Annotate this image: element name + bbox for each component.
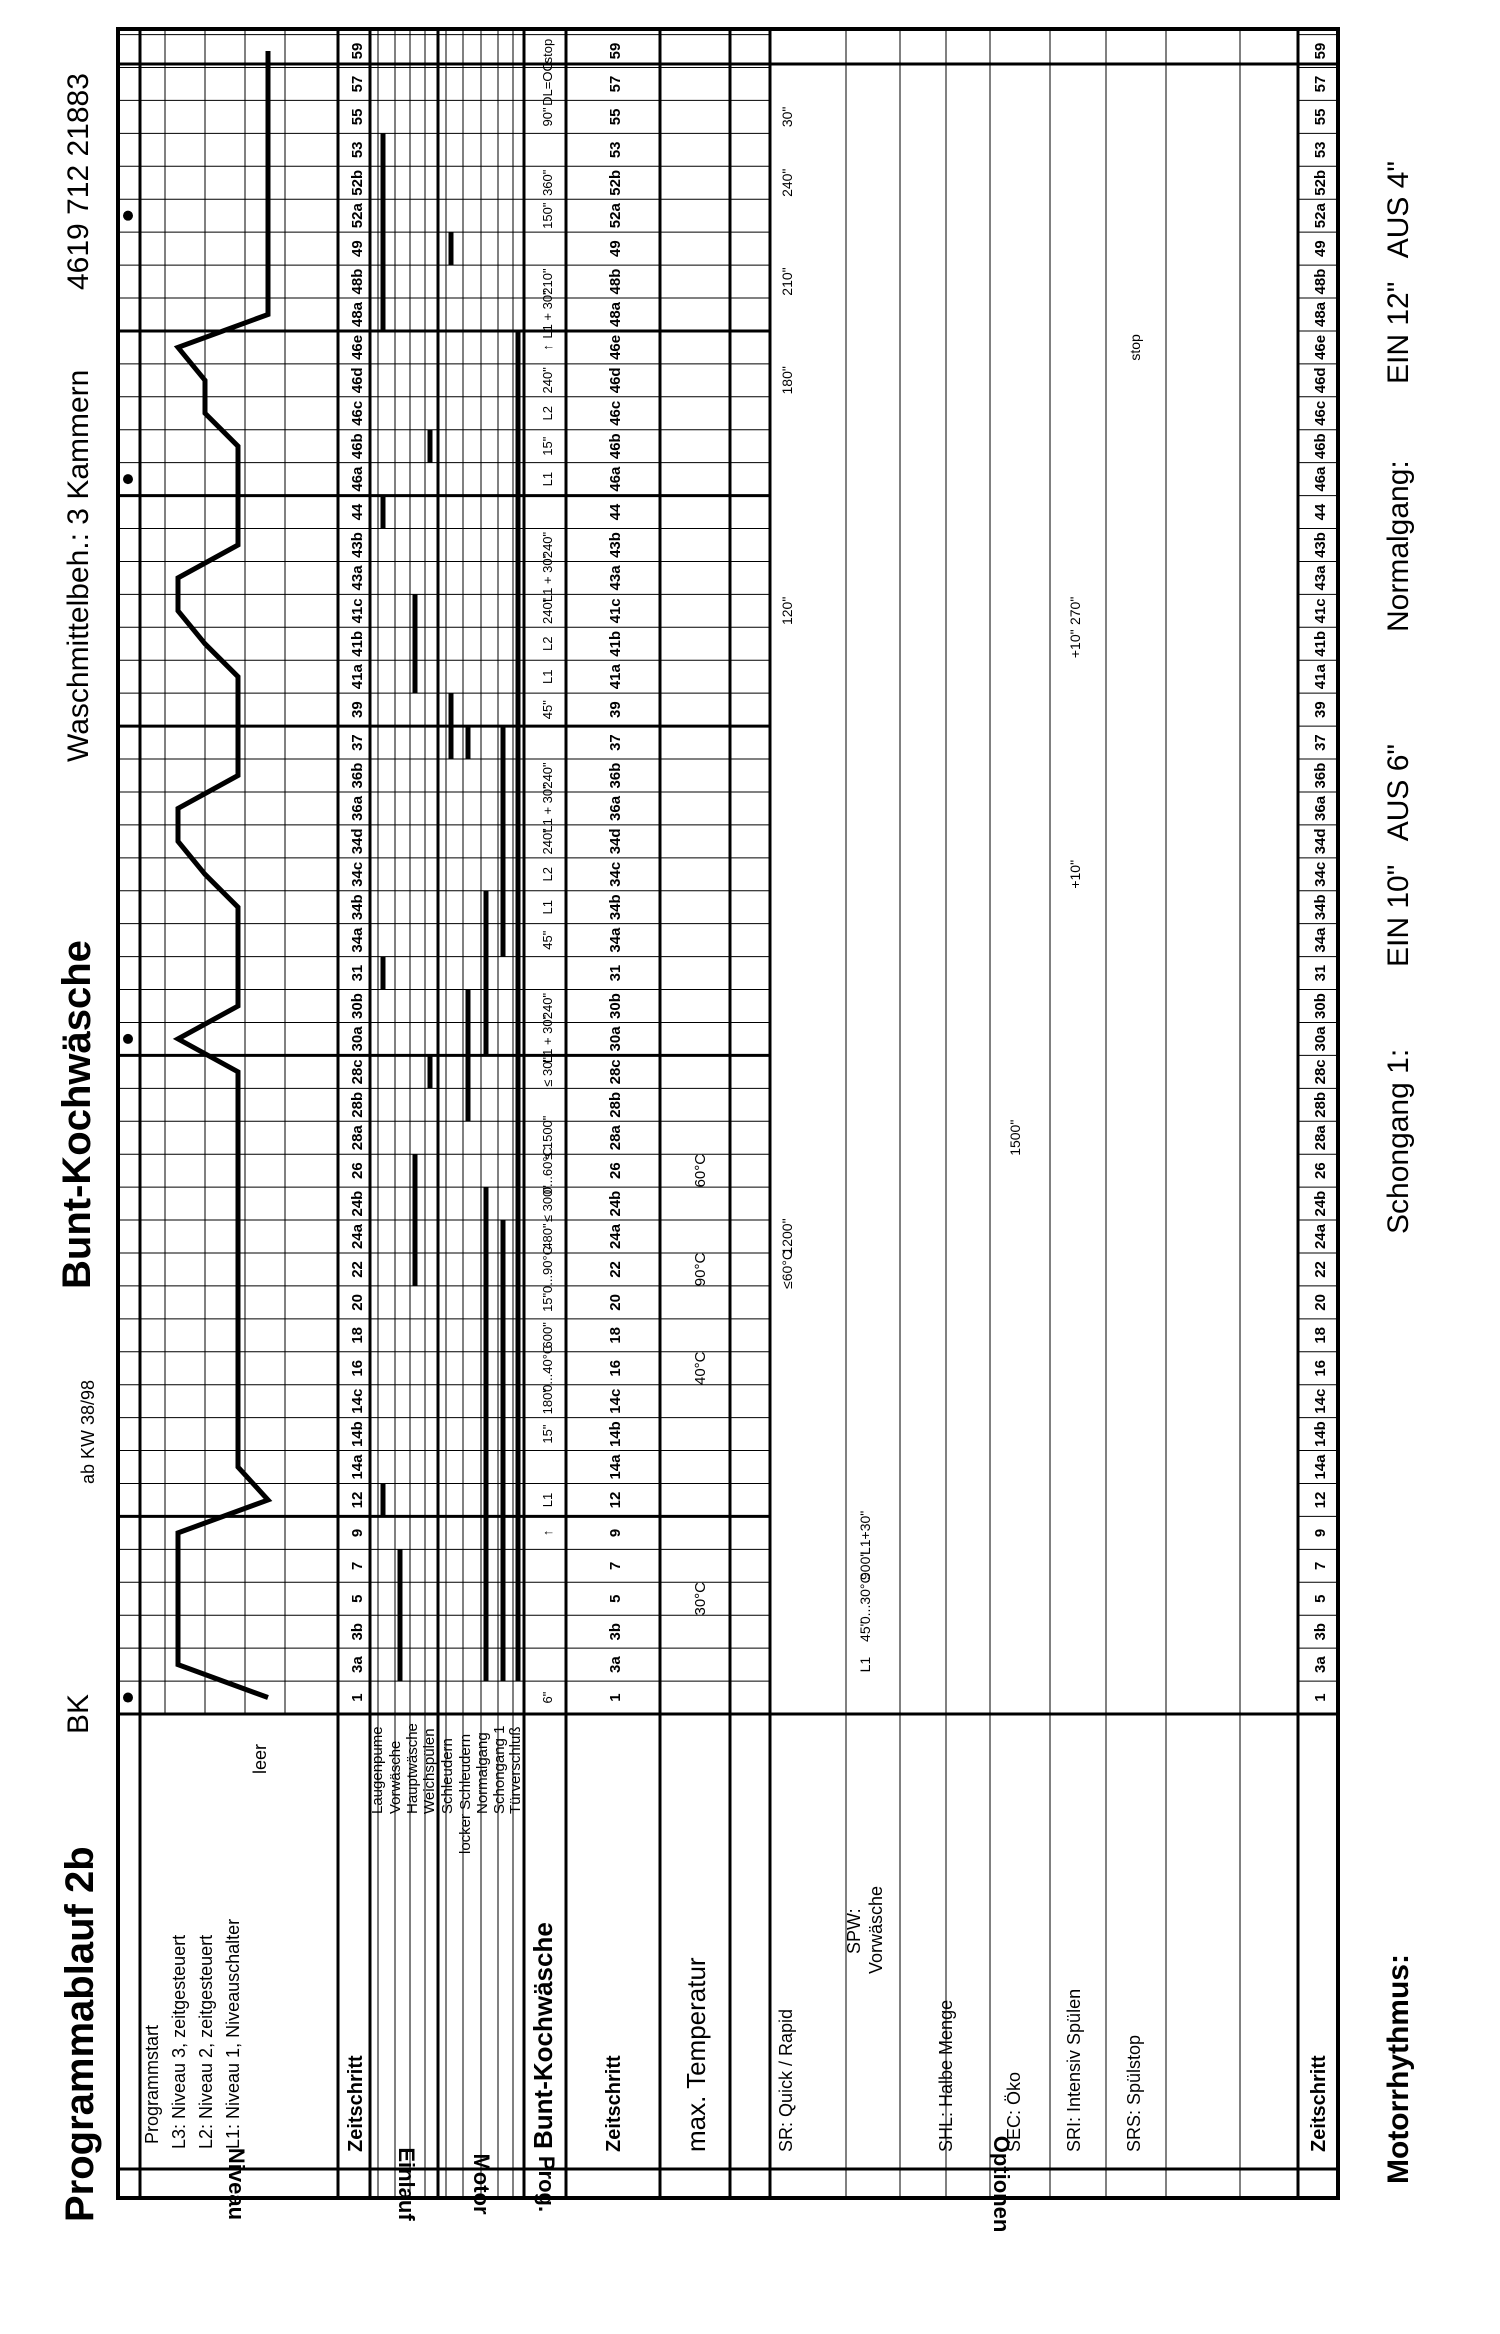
step-number: 44: [1312, 503, 1329, 521]
step-number: 30b: [607, 993, 624, 1019]
step-number: 46b: [349, 433, 366, 460]
prog-time: 15": [540, 436, 555, 456]
spw-label: SPW:: [844, 1908, 864, 1954]
step-number: 5: [1312, 1594, 1329, 1603]
program-name: Bunt-Kochwäsche: [55, 940, 99, 1289]
max-temp-value: 30°C: [692, 1581, 709, 1616]
step-number: 46b: [607, 433, 624, 460]
step-number: 41c: [607, 598, 624, 624]
step-number: 12: [1312, 1491, 1329, 1509]
outer-frame: [118, 29, 1338, 2198]
step-number: 36a: [607, 795, 624, 821]
niveau-l3-label: L3: Niveau 3, zeitgesteuert: [169, 1934, 189, 2149]
start-marker: [123, 1034, 133, 1044]
step-number: 26: [1312, 1162, 1329, 1179]
step-number: 57: [1312, 75, 1329, 93]
kw-label: ab KW 38/98: [78, 1379, 98, 1484]
step-number: 52b: [607, 169, 624, 196]
page-title: Programmablauf 2b: [58, 1846, 102, 2222]
step-number: 59: [607, 42, 624, 60]
niveau-l2-label: L2: Niveau 2, zeitgesteuert: [196, 1934, 216, 2149]
step-number: 39: [607, 701, 624, 718]
section-label-optionen: Optionen: [989, 2135, 1015, 2233]
step-number: 14b: [1312, 1421, 1329, 1448]
step-number: 39: [349, 701, 366, 718]
step-number: 28c: [349, 1059, 366, 1085]
prog-time: 240": [540, 992, 555, 1020]
step-number: 46e: [349, 334, 366, 360]
step-number: 28c: [607, 1059, 624, 1085]
step-number: 24b: [607, 1190, 624, 1217]
step-number: 48b: [607, 268, 624, 295]
prog-time: 0...90°C: [540, 1245, 555, 1294]
step-number: 41b: [1312, 630, 1329, 657]
zeitschritt-label-3: Zeitschritt: [1308, 2055, 1330, 2152]
step-number: 14a: [1312, 1454, 1329, 1480]
prog-time: L1: [540, 471, 555, 487]
step-number: 34b: [607, 894, 624, 921]
step-number: 52b: [1312, 169, 1329, 196]
step-number: 46d: [349, 367, 366, 394]
step-number: 55: [349, 108, 366, 126]
step-number: 31: [349, 964, 366, 982]
prog-time: ↑: [540, 1529, 555, 1537]
prog-time: L1 + 30": [540, 1014, 555, 1064]
step-number: 14a: [349, 1454, 366, 1480]
option-value: L1+30": [857, 1510, 873, 1556]
spw-sub-label: Vorwäsche: [866, 1885, 886, 1974]
step-number: 48b: [1312, 268, 1329, 295]
option-value: stop: [1127, 334, 1143, 361]
section-label-prog: Prog.: [534, 2155, 560, 2213]
step-number: 49: [1312, 240, 1329, 257]
prog-time: L2: [540, 636, 555, 652]
section-label-einlauf: Einlauf: [394, 2147, 420, 2221]
step-number: 48a: [349, 301, 366, 327]
prog-time: L2: [540, 867, 555, 882]
srs-label: SRS: Spülstop: [1124, 2034, 1144, 2152]
step-number: 30a: [349, 1026, 366, 1052]
option-value: 1200": [779, 1218, 795, 1255]
step-number: 3a: [349, 1656, 366, 1673]
maxtemp-label: max. Temperatur: [681, 1957, 711, 2152]
step-number: 46c: [1312, 400, 1329, 426]
step-number: 46d: [607, 367, 624, 394]
step-number: 24b: [1312, 1190, 1329, 1217]
prog-time: 600": [540, 1322, 555, 1349]
sr-label: SR: Quick / Rapid: [776, 2008, 796, 2152]
step-number: 20: [1312, 1294, 1329, 1311]
step-number: 34a: [1312, 927, 1329, 953]
prog-time: 90": [540, 107, 555, 127]
step-number: 7: [607, 1561, 624, 1570]
prog-time: 180": [540, 1388, 555, 1415]
step-number: 28a: [607, 1125, 624, 1151]
step-number: 39: [1312, 701, 1329, 718]
normalgang-value: EIN 12" AUS 4": [1382, 160, 1415, 384]
prog-time: L1 + 30": [540, 290, 555, 339]
option-value: ≤60°C: [779, 1249, 795, 1289]
step-number: 30b: [349, 993, 366, 1019]
step-number: 22: [607, 1261, 624, 1278]
start-marker: [123, 1693, 133, 1703]
step-number: 20: [349, 1294, 366, 1311]
step-number: 18: [349, 1326, 366, 1344]
step-number: 52a: [349, 203, 366, 229]
step-number: 46e: [607, 334, 624, 360]
prog-time: ↑: [540, 344, 555, 351]
prog-time: stop: [540, 38, 555, 64]
prog-name-label: Bunt-Kochwäsche: [528, 1922, 558, 2149]
step-number: 55: [607, 108, 624, 126]
prog-time: 150": [540, 202, 555, 229]
niveau-leer-label: leer: [250, 1743, 270, 1774]
chamber-info: Waschmittelbeh.: 3 Kammern: [62, 369, 95, 762]
step-number: 14c: [607, 1388, 624, 1414]
option-value: 1500": [1007, 1119, 1023, 1156]
step-number: 43a: [349, 565, 366, 591]
prog-time: 240": [540, 367, 555, 394]
start-marker: [123, 474, 133, 484]
option-value: +10": [1067, 629, 1083, 659]
option-value: 270": [1067, 596, 1083, 626]
step-number: 46a: [1312, 466, 1329, 492]
step-number: 7: [349, 1561, 366, 1570]
option-value: 0...30°C: [857, 1573, 873, 1625]
niveau-l1-label: L1: Niveau 1, Niveauschalter: [223, 1918, 243, 2149]
step-number: 16: [349, 1359, 366, 1377]
step-number: 22: [1312, 1261, 1329, 1278]
step-number: 44: [607, 503, 624, 521]
step-number: 9: [1312, 1528, 1329, 1538]
option-value: 900": [857, 1551, 873, 1580]
step-number: 34c: [349, 861, 366, 887]
step-number: 18: [607, 1326, 624, 1344]
step-number: 7: [1312, 1561, 1329, 1570]
step-number: 59: [1312, 42, 1329, 60]
laugenpumpe-label: Laugenpume: [369, 1726, 386, 1814]
step-number: 37: [607, 734, 624, 751]
step-number: 53: [1312, 141, 1329, 159]
prog-time: L2: [540, 406, 555, 421]
step-number: 16: [607, 1359, 624, 1377]
step-number: 24b: [349, 1190, 366, 1217]
step-number: 28b: [349, 1091, 366, 1118]
step-number: 30a: [607, 1026, 624, 1052]
step-number: 16: [1312, 1359, 1329, 1377]
step-number: 24a: [1312, 1223, 1329, 1250]
step-number: 1: [1312, 1693, 1329, 1702]
option-value: 210": [779, 267, 795, 296]
step-number: 57: [607, 75, 624, 93]
step-number: 28c: [1312, 1059, 1329, 1085]
schongang-label: Schongang 1:: [1382, 1048, 1415, 1234]
step-number: 31: [1312, 964, 1329, 982]
step-number: 36b: [1312, 762, 1329, 789]
step-number: 43a: [1312, 565, 1329, 591]
step-number: 46a: [607, 466, 624, 492]
shl-label: SHL: Halbe Menge: [936, 1999, 956, 2152]
prog-time: L1 + 30": [540, 553, 555, 603]
prog-time: 240": [540, 531, 555, 559]
step-number: 18: [1312, 1326, 1329, 1344]
prog-time: 15": [540, 1292, 555, 1312]
step-number: 9: [607, 1528, 624, 1538]
step-number: 36b: [607, 762, 624, 789]
step-number: 9: [349, 1528, 366, 1538]
prog-time: 45": [540, 930, 555, 950]
step-number: 34c: [1312, 861, 1329, 887]
schongang-value: EIN 10" AUS 6": [1382, 743, 1415, 967]
step-number: 36a: [1312, 795, 1329, 821]
vorwaesche-label: Vorwäsche: [387, 1740, 404, 1814]
step-number: 46c: [349, 400, 366, 426]
motor-rhythm-label: Motorrhythmus:: [1382, 1954, 1415, 2184]
step-number: 31: [607, 964, 624, 982]
step-number: 52a: [607, 203, 624, 229]
prog-time: ≤ 30": [540, 1056, 555, 1087]
step-number: 52b: [349, 169, 366, 196]
prog-time: 240": [540, 597, 555, 625]
step-number: 34d: [607, 828, 624, 855]
step-number: 41c: [1312, 598, 1329, 624]
prog-time: 6": [540, 1691, 555, 1704]
step-number: 57: [349, 75, 366, 93]
prog-time: 0...40°C: [540, 1344, 555, 1392]
step-number: 3b: [349, 1622, 366, 1641]
normalgang-label: Normalgang: [474, 1732, 491, 1814]
weichspuelen-label: Weichspülen: [421, 1728, 438, 1814]
step-number: 14b: [349, 1421, 366, 1448]
step-number: 41a: [349, 664, 366, 690]
max-temp-value: 90°C: [692, 1252, 709, 1287]
step-number: 43a: [607, 565, 624, 591]
step-number: 28b: [1312, 1091, 1329, 1118]
step-number: 14b: [607, 1421, 624, 1448]
prog-time: 240": [540, 828, 555, 855]
step-number: 46d: [1312, 367, 1329, 394]
step-number: 28a: [1312, 1125, 1329, 1151]
prog-time: 210": [540, 268, 555, 295]
step-number: 53: [349, 141, 366, 159]
step-number: 3b: [607, 1622, 624, 1641]
step-number: 41a: [607, 664, 624, 690]
program-code: BK: [62, 1693, 95, 1734]
step-number: 24a: [349, 1223, 366, 1250]
step-number: 5: [607, 1594, 624, 1603]
step-number: 46e: [1312, 334, 1329, 360]
zeitschritt-label-2: Zeitschritt: [603, 2055, 625, 2152]
max-temp-value: 40°C: [692, 1351, 709, 1385]
option-value: L1: [857, 1656, 873, 1673]
part-number: 4619 712 21883: [62, 73, 95, 290]
step-number: 43b: [607, 532, 624, 558]
step-number: 12: [349, 1491, 366, 1509]
step-number: 49: [607, 240, 624, 257]
option-value: 180": [779, 366, 795, 395]
step-number: 41b: [349, 630, 366, 657]
step-number: 36a: [349, 795, 366, 821]
step-number: 20: [607, 1294, 624, 1311]
step-number: 48a: [1312, 301, 1329, 327]
step-number: 1: [349, 1693, 366, 1702]
step-number: 41a: [1312, 664, 1329, 690]
schleudern-label: Schleudern: [439, 1738, 456, 1814]
step-number: 46b: [1312, 433, 1329, 460]
step-number: 3a: [1312, 1656, 1329, 1673]
step-number: 48b: [349, 268, 366, 295]
step-number: 26: [349, 1162, 366, 1179]
step-number: 36b: [349, 762, 366, 789]
normalgang-label: Normalgang:: [1382, 460, 1415, 632]
prog-time: 480": [540, 1223, 555, 1250]
step-number: 3a: [607, 1656, 624, 1673]
step-number: 34c: [607, 861, 624, 887]
option-value: 120": [779, 596, 795, 626]
prog-time: ≤ 1500": [540, 1115, 555, 1160]
niveau-start-label: Programmstart: [142, 2024, 162, 2144]
prog-time: L1: [540, 1492, 555, 1508]
step-number: 34a: [607, 927, 624, 953]
step-number: 12: [607, 1491, 624, 1509]
step-number: 43b: [1312, 532, 1329, 558]
tuer-label: Türverschluß: [507, 1726, 524, 1814]
step-number: 46a: [349, 466, 366, 492]
step-number: 48a: [607, 301, 624, 327]
step-number: 24a: [607, 1223, 624, 1250]
prog-time: 15": [540, 1424, 555, 1444]
step-number: 55: [1312, 108, 1329, 126]
hauptwaesche-label: Hauptwäsche: [404, 1723, 421, 1814]
step-number: 14c: [349, 1388, 366, 1414]
step-number: 44: [349, 503, 366, 521]
step-number: 43b: [349, 532, 366, 558]
start-marker: [123, 211, 133, 221]
step-number: 34d: [349, 828, 366, 855]
max-temp-value: 60°C: [692, 1153, 709, 1188]
step-number: 59: [349, 42, 366, 60]
step-number: 49: [349, 240, 366, 257]
step-number: 34b: [349, 894, 366, 921]
step-number: 14c: [1312, 1388, 1329, 1414]
option-value: +10": [1067, 859, 1083, 889]
step-number: 52a: [1312, 203, 1329, 229]
step-number: 30b: [1312, 993, 1329, 1019]
step-number: 34b: [1312, 894, 1329, 921]
step-number: 22: [349, 1261, 366, 1278]
step-number: 37: [349, 734, 366, 751]
step-number: 26: [607, 1162, 624, 1179]
schongang-label: Schongang 1: [491, 1725, 508, 1814]
step-number: 53: [607, 141, 624, 159]
step-number: 34d: [1312, 828, 1329, 855]
prog-time: 45": [540, 700, 555, 720]
step-number: 46c: [607, 400, 624, 426]
step-number: 30a: [1312, 1026, 1329, 1052]
step-number: 34a: [349, 927, 366, 953]
sri-label: SRI: Intensiv Spülen: [1064, 1988, 1084, 2152]
locker-schleudern-label: locker Schleudern: [457, 1733, 474, 1854]
step-number: 41b: [607, 630, 624, 657]
prog-time: L1: [540, 669, 555, 684]
zeitschritt-label: Zeitschritt: [345, 2055, 367, 2152]
sec-label: SEC: Öko: [1004, 2071, 1024, 2152]
prog-time: L1: [540, 899, 555, 915]
step-number: 28a: [349, 1125, 366, 1151]
step-number: 5: [349, 1594, 366, 1603]
prog-time: 240": [540, 762, 555, 789]
prog-time: DL=OC: [540, 62, 555, 106]
option-value: 30": [779, 106, 795, 128]
section-label-niveau: Niveau: [224, 2147, 250, 2221]
prog-time: ≤ 300": [540, 1185, 555, 1223]
step-number: 1: [607, 1693, 624, 1702]
step-number: 41c: [349, 598, 366, 624]
step-number: 37: [1312, 734, 1329, 751]
prog-time: 0...60°C: [540, 1147, 555, 1195]
prog-time: L1 + 30": [540, 784, 555, 833]
step-number: 3b: [1312, 1622, 1329, 1641]
option-value: 45": [857, 1621, 873, 1642]
step-number: 28b: [607, 1091, 624, 1118]
section-label-motor: Motor: [469, 2153, 495, 2215]
prog-time: 360": [540, 169, 555, 196]
option-value: 240": [779, 168, 795, 197]
step-number: 14a: [607, 1454, 624, 1480]
